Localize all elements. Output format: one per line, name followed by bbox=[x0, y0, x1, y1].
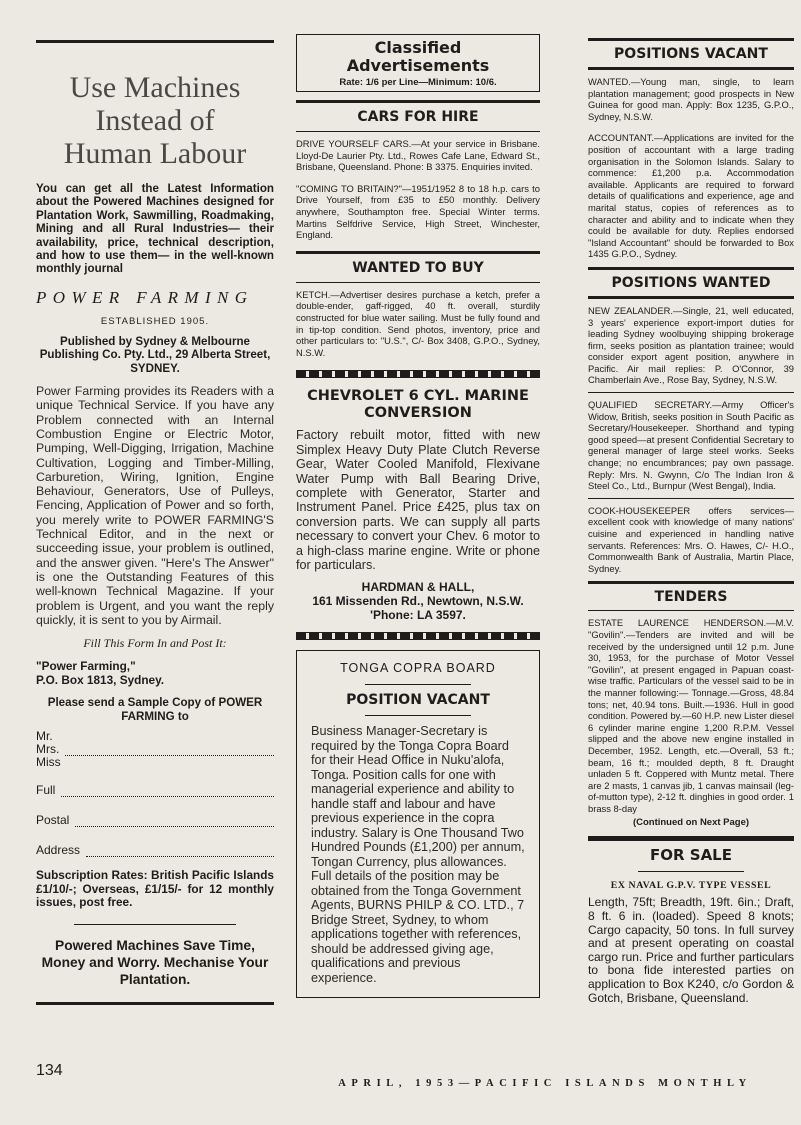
postal-field[interactable] bbox=[75, 816, 274, 827]
divider bbox=[296, 282, 540, 283]
divider bbox=[296, 131, 540, 132]
wanted-heading: WANTED TO BUY bbox=[352, 259, 484, 276]
divider bbox=[588, 498, 794, 499]
address-line: P.O. Box 1813, Sydney. bbox=[36, 672, 165, 687]
divider bbox=[365, 715, 471, 716]
ornamental-divider bbox=[296, 632, 540, 640]
bottom-rule bbox=[36, 1002, 274, 1005]
sample-request: Please send a Sample Copy of POWER FARMING to bbox=[47, 696, 263, 723]
form-row bbox=[36, 811, 274, 827]
field-label: Address bbox=[36, 843, 81, 858]
address-field[interactable] bbox=[86, 846, 274, 857]
contact-line: 161 Missenden Rd., Newtown, N.S.W. bbox=[312, 594, 524, 609]
middle-column bbox=[296, 0, 540, 998]
name-field[interactable] bbox=[65, 745, 274, 756]
journal-name: POWER FARMING bbox=[36, 287, 254, 307]
section-rule bbox=[588, 38, 794, 41]
chevrolet-heading: CHEVROLET 6 CYL. MARINE CONVERSION bbox=[307, 388, 529, 422]
section-rule bbox=[588, 296, 794, 299]
divider bbox=[588, 610, 794, 611]
for-sale-subheading: EX NAVAL G.P.V. TYPE VESSEL bbox=[610, 880, 772, 892]
subscription-rates: Subscription Rates: British Pacific Islands £1/10/-; Overseas, £1/15/- for 12 monthly issues, post free. bbox=[36, 868, 274, 910]
section-rule bbox=[588, 67, 794, 70]
title-label: Mrs. bbox=[36, 742, 60, 757]
form-row bbox=[36, 781, 274, 797]
tonga-body: Business Manager-Secretary is required by the Tonga Copra Board for their Head Office in Nuku'alofa, Tonga. Position calls for one with managerial experience and ability to handle staff and labour and have previous experience in the copra industry. Salary is One Thousand Two Hundred Pounds (£1,200) per annum, Tongan Currency, plus allowances. Full details of the position may be obtained from the Tonga Government Agents, BURNS PHILP & CO. LTD., 7 Bridge Street, Sydney, to whom applications together with references, should be addressed giving age, qualifications and previous experience. bbox=[311, 724, 525, 985]
address-line: "Power Farming," bbox=[36, 659, 136, 674]
slogan: Powered Machines Save Time, Money and Worry. Mechanise Your Plantation. bbox=[41, 937, 269, 987]
ornamental-divider bbox=[296, 370, 540, 378]
wanted-ad-3: COOK-HOUSEKEEPER offers services—excellent cook with knowledge of many nations' cuisine and experienced in handling native servants. References: Mrs. O. Hawes, C/- H.O., Commonwealth Bank of Australia, Martin Place, Sydney. bbox=[588, 504, 794, 574]
wanted-ad-2: QUALIFIED SECRETARY.—Army Officer's Widow, British, seeks position in South Pacific as Secretary/Housekeeper. Shorthand and typing good speed—at present Confidential Secretary to general manager of large steel works. Seeks change; no encumbrances; pay own passage. Reply: Mrs. N. Gwynn, C/o The Indian Iron & Steel Co., Ltd., Burnpur (West Bengal), India. bbox=[588, 399, 794, 492]
tenders-heading: TENDERS bbox=[654, 589, 728, 606]
hardman-contact bbox=[296, 580, 540, 622]
positions-vacant-heading: POSITIONS VACANT bbox=[614, 46, 768, 62]
title-row bbox=[36, 756, 274, 769]
divider bbox=[588, 392, 794, 393]
tonga-heading: POSITION VACANT bbox=[346, 692, 490, 709]
title-line: Use Machines bbox=[69, 71, 241, 104]
continued-note: (Continued on Next Page) bbox=[632, 817, 750, 829]
cars-ad-1: DRIVE YOURSELF CARS.—At your service in Brisbane. Lloyd-De Laurier Pty. Ltd., Rowes Cafe Lane, Edward St., Brisbane, Queensland. Phone: B 3375. Enquiries invited. bbox=[296, 138, 540, 173]
publisher: Published by Sydney & Melbourne Publishing Co. Pty. Ltd., 29 Alberta Street, SYDNEY. bbox=[39, 334, 271, 375]
section-rule bbox=[296, 100, 540, 103]
section-rule bbox=[588, 581, 794, 584]
service-text: Power Farming provides its Readers with a unique Technical Service. If you have any Problem connected with an Internal Combustion Engine or Electric Motor, Pumping, Well-Digging, Irrigation, Machine Cultivation, Logging and Timber-Milling, Carburetion, Wiring, Ignition, Engine Behaviour, Generators, Use of Pulleys, Fencing, Application of Power and so forth, you merely write to POWER FARMING'S Technical Editor, and in the next or succeeding issue, your problem is outlined, and the answer given. "Here's The Answer" is one the Outstanding Features of this well-known Technical Magazine. If your problem is Urgent, and you want the reply quickly, it is sent to you by Airmail. bbox=[36, 384, 274, 627]
field-label: Full bbox=[36, 783, 56, 798]
title-row bbox=[36, 730, 274, 743]
positions-wanted-heading: POSITIONS WANTED bbox=[611, 274, 771, 291]
for-sale-heading: FOR SALE bbox=[650, 846, 732, 865]
divider bbox=[74, 924, 236, 925]
top-rule bbox=[36, 40, 274, 43]
ad-title bbox=[36, 71, 274, 170]
page-footer: APRIL, 1953—PACIFIC ISLANDS MONTHLY bbox=[338, 1078, 752, 1089]
right-column bbox=[588, 0, 794, 1005]
title-line: Human Labour bbox=[63, 137, 247, 170]
vacant-ad-2: ACCOUNTANT.—Applications are invited for the position of accountant with a large trading organisation in the Solomon Islands. Salary to commence: £1,200 p.a. Accommodation available. Applicants are required to forward details of qualifications and experience, age and marital status, copies of references as to character and ability and to indicate when they could be available for duty. Replies endorsed "Island Accountant" should be forwarded to Box 1435 G.P.O., Sydney. bbox=[588, 132, 794, 260]
chevrolet-body: Factory rebuilt motor, fitted with new Simplex Heavy Duty Plate Clutch Reverse Gear, Water Cooled Manifold, Flexivane Water Pump with Ball Bearing Drive, complete with Generator, Starter and Instrument Panel. Price £425, plus tax on conversion parts. We can supply all parts necessary to convert your Chev. 6 motor to a high-class marine engine. Write or phone for particulars. bbox=[296, 428, 540, 572]
section-rule bbox=[588, 836, 794, 841]
field-label: Postal bbox=[36, 813, 70, 828]
title-label: Mr. bbox=[36, 729, 53, 744]
divider bbox=[365, 684, 471, 685]
ketch-ad: KETCH.—Advertiser desires purchase a ketch, prefer a double-ender, gaff-rigged, 40 ft. overall, sturdily constructed for blue water sailing. Must be fully found and in tip-top condition. Send photos, inventory, price and other particulars to: "U.S.", C/- Box 3408, G.P.O., Sydney, N.S.W. bbox=[296, 288, 540, 358]
section-rule bbox=[296, 251, 540, 254]
mail-address bbox=[36, 660, 274, 687]
divider bbox=[638, 871, 744, 872]
tonga-box bbox=[296, 650, 540, 998]
rate-line: Rate: 1/6 per Line—Minimum: 10/6. bbox=[339, 77, 497, 88]
form-row bbox=[36, 841, 274, 857]
full-field[interactable] bbox=[61, 786, 274, 797]
order-form bbox=[36, 730, 274, 857]
wanted-ad-1: NEW ZEALANDER.—Single, 21, well educated, 3 years' experience export-import duties for leading Sydney woolbuying shipping brokerage firm, seeks position as plantation trainee; would consider export agent position, anywhere in Pacific. Air mail replies: P. O'Connor, 39 Chamberlain Ave., Rose Bay, Sydney, N.S.W. bbox=[588, 304, 794, 386]
contact-line: 'Phone: LA 3597. bbox=[370, 608, 466, 623]
classified-title: Classified Advertisements bbox=[346, 38, 490, 75]
classified-header-box bbox=[296, 34, 540, 92]
page-number: 134 bbox=[36, 1062, 63, 1079]
established: ESTABLISHED 1905. bbox=[100, 315, 210, 327]
cars-heading: CARS FOR HIRE bbox=[357, 109, 479, 125]
contact-line: HARDMAN & HALL, bbox=[361, 580, 475, 595]
intro-text: You can get all the Latest Information about the Powered Machines designed for Plantation Work, Sawmilling, Roadmaking, Mining and all Rural Industries— their availability, price, technical description, and how to use them— in the well-known monthly journal bbox=[36, 182, 274, 276]
tenders-body: ESTATE LAURENCE HENDERSON.—M.V. "Govilin".—Tenders are invited and will be received by the undersigned until 12 p.m. June 30, 1953, for the purchase of Motor Vessel "Govilin", at present engaged in Papuan coast-wise traffic. Particulars of the vessel said to be in the manner following:— Tonnage.—Gross, 48.84 tons; net, 40.94 tons. Built.—1936. Hull in good condition. Powered by.—60 H.P. new Lister diesel 6 cylinder marine engine 1,200 R.P.M. Vessel slipped and the above new engine installed in December, 1952. Length, etc.—Overall, 53 ft.; beam, 16 ft.; moulded depth, 8 ft. Draught unladen 5 ft. Coppered with Muntz metal. There are 2 masts, 1 canvas jib, 1 canvas mainsail (leg-of-mutton type), 2-12 ft. dinghies in good order. 1 brass 8-day bbox=[588, 617, 795, 814]
title-line: Instead of bbox=[95, 104, 215, 137]
left-column bbox=[36, 0, 274, 1079]
fill-form-heading: Fill This Form In and Post It: bbox=[83, 636, 227, 651]
vacant-ad-1: WANTED.—Young man, single, to learn plantation management; good prospects in New Guinea for good man. Apply: Box 1235, G.P.O., Sydney, N.S.W. bbox=[588, 76, 794, 122]
title-label: Miss bbox=[36, 755, 61, 770]
title-row bbox=[36, 743, 274, 756]
for-sale-body: Length, 75ft; Breadth, 19ft. 6in.; Draft, 8 ft. 6 in. (loaded). Speed 8 knots; Cargo capacity, 50 tons. In full survey and at present operating on coastal cargo run. Price and further particulars to bona fide interested parties on application to Box K240, c/o Gordon & Gotch, Brisbane, Queensland. bbox=[588, 895, 794, 1005]
tonga-board-title: TONGA COPRA BOARD bbox=[340, 661, 496, 676]
section-rule bbox=[588, 267, 794, 270]
cars-ad-2: "COMING TO BRITAIN?"—1951/1952 8 to 18 h.p. cars to Drive Yourself, from £35 to £50 monthly. Delivery anywhere, Southampton free. Special Winter terms. Martins Selfdrive Service, High Street, Winchester, England. bbox=[296, 182, 540, 241]
